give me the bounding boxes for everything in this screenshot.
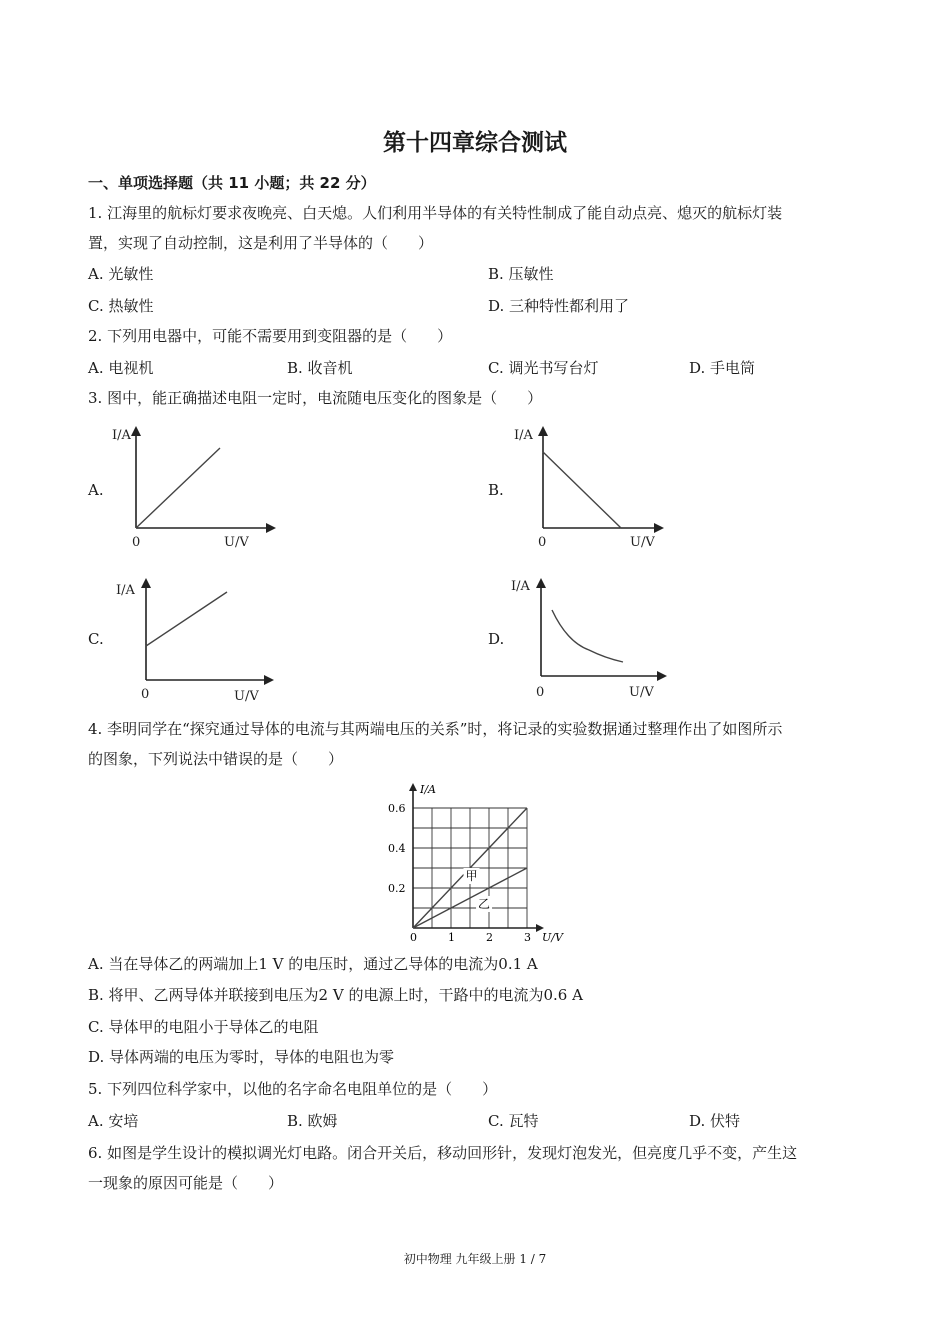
q3-graph-d <box>505 570 675 705</box>
origin-label: 0 <box>538 535 547 550</box>
q6-text-line2: 一现象的原因可能是（ ） <box>88 1174 284 1192</box>
q1-option-b[interactable]: B. 压敏性 <box>488 265 554 283</box>
q4-option-d[interactable]: D. 导体两端的电压为零时，导体的电阻也为零 <box>88 1048 395 1066</box>
y-axis-label: I/A <box>112 428 131 443</box>
y-axis-arrow-icon <box>538 426 548 436</box>
q4-chart <box>380 780 580 948</box>
origin-label: 0 <box>141 687 150 702</box>
q3-graph-c <box>110 570 280 708</box>
y-axis-label: I/A <box>116 583 135 598</box>
x-axis-arrow-icon <box>654 523 664 533</box>
x-axis-label: U/V <box>224 535 249 550</box>
y-axis-arrow-icon <box>141 578 151 588</box>
q4-option-b[interactable]: B. 将甲、乙两导体并联接到电压为2 V 的电源上时，干路中的电流为0.6 A <box>88 986 583 1004</box>
page-title: 第十四章综合测试 <box>383 130 567 156</box>
q5-option-b[interactable]: B. 欧姆 <box>287 1112 338 1130</box>
x-tick-label: 0 <box>410 931 417 944</box>
x-axis-arrow-icon <box>266 523 276 533</box>
section-heading: 一、单项选择题（共 11 小题；共 22 分） <box>88 174 376 192</box>
q4-y-axis-label: I/A <box>420 783 436 796</box>
q1-option-d[interactable]: D. 三种特性都利用了 <box>488 297 630 315</box>
x-tick-label: 1 <box>448 931 455 944</box>
series-label: 甲 <box>465 869 478 883</box>
q1-option-c[interactable]: C. 热敏性 <box>88 297 154 315</box>
graph-line-decreasing <box>543 452 621 528</box>
y-tick-label: 0.4 <box>388 842 406 855</box>
page-footer: 初中物理 九年级上册 1 / 7 <box>403 1252 547 1266</box>
y-axis-label: I/A <box>514 428 533 443</box>
y-tick-label: 0.6 <box>388 802 406 815</box>
q2-option-c[interactable]: C. 调光书写台灯 <box>488 359 599 377</box>
y-axis-arrow-icon <box>409 783 417 791</box>
q3-option-a[interactable]: A. <box>88 481 104 499</box>
graph-curve-inverse <box>552 610 623 662</box>
x-axis-arrow-icon <box>264 675 274 685</box>
y-axis-arrow-icon <box>536 578 546 588</box>
origin-label: 0 <box>132 535 141 550</box>
graph-line-offset <box>146 592 227 646</box>
q2-text: 2. 下列用电器中，可能不需要用到变阻器的是（ ） <box>88 327 453 345</box>
x-axis-label: U/V <box>630 535 655 550</box>
y-axis-label: I/A <box>511 579 530 594</box>
q5-option-c[interactable]: C. 瓦特 <box>488 1112 539 1130</box>
q4-option-a[interactable]: A. 当在导体乙的两端加上1 V 的电压时，通过乙导体的电流为0.1 A <box>88 955 538 973</box>
q1-text-line1: 1. 江海里的航标灯要求夜晚亮、白天熄。人们利用半导体的有关特性制成了能自动点亮、熄灭的航标灯装 <box>88 204 783 222</box>
q3-option-b[interactable]: B. <box>488 481 504 499</box>
y-tick-label: 0.2 <box>388 882 406 895</box>
q5-option-a[interactable]: A. 安培 <box>88 1112 139 1130</box>
x-axis-label: U/V <box>234 689 259 704</box>
q4-option-c[interactable]: C. 导体甲的电阻小于导体乙的电阻 <box>88 1018 319 1036</box>
q3-text: 3. 图中，能正确描述电阻一定时，电流随电压变化的图象是（ ） <box>88 389 543 407</box>
q4-text-line2: 的图象，下列说法中错误的是（ ） <box>88 750 344 768</box>
q3-graph-b <box>510 420 680 555</box>
q1-option-a[interactable]: A. 光敏性 <box>88 265 154 283</box>
q6-text-line1: 6. 如图是学生设计的模拟调光灯电路。闭合开关后，移动回形针，发现灯泡发光，但亮度几乎不变，产生这 <box>88 1144 798 1162</box>
q3-option-d[interactable]: D. <box>488 630 505 648</box>
q3-graph-a <box>110 420 280 555</box>
q2-option-b[interactable]: B. 收音机 <box>287 359 353 377</box>
q3-option-c[interactable]: C. <box>88 630 104 648</box>
q4-text-line1: 4. 李明同学在“探究通过导体的电流与其两端电压的关系”时，将记录的实验数据通过整理作出了如图所示 <box>88 720 783 738</box>
y-axis-arrow-icon <box>131 426 141 436</box>
graph-line-proportional <box>136 448 220 528</box>
q2-option-a[interactable]: A. 电视机 <box>88 359 154 377</box>
x-axis-label: U/V <box>629 685 654 700</box>
q1-text-line2: 置，实现了自动控制，这是利用了半导体的（ ） <box>88 234 434 252</box>
q2-option-d[interactable]: D. 手电筒 <box>689 359 756 377</box>
series-label: 乙 <box>478 897 491 911</box>
q5-text: 5. 下列四位科学家中，以他的名字命名电阻单位的是（ ） <box>88 1080 498 1098</box>
q4-x-axis-label: U/V <box>542 931 563 944</box>
x-tick-label: 3 <box>524 931 531 944</box>
q5-option-d[interactable]: D. 伏特 <box>689 1112 741 1130</box>
x-axis-arrow-icon <box>657 671 667 681</box>
x-tick-label: 2 <box>486 931 493 944</box>
origin-label: 0 <box>536 685 545 700</box>
